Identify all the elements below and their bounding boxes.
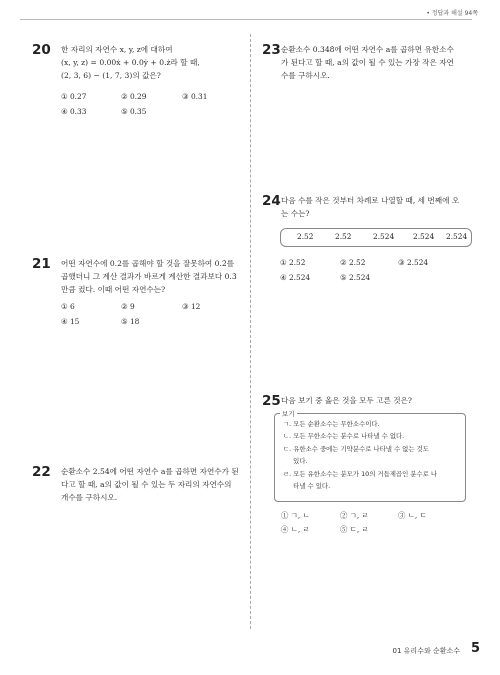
question-24-line: 는 수는? — [281, 209, 310, 218]
question-25-number: 25 — [262, 393, 281, 409]
answer-reference: • 정답과 해설 94쪽 — [426, 10, 478, 17]
question-23-line: 가 된다고 할 때, a의 값이 될 수 있는 가장 작은 자연 — [281, 58, 454, 67]
question-23-line: 수를 구하시오. — [281, 71, 330, 80]
q24-option-1[interactable]: ① 2.52̇ — [280, 258, 306, 267]
question-20-line: 한 자리의 자연수 x, y, z에 대하여 — [61, 45, 173, 54]
question-23-text — [281, 43, 454, 82]
q24-option-5[interactable]: ⑤ 2.5̇24̇ — [340, 273, 371, 282]
question-20-text — [61, 43, 200, 82]
q24-box-item: 2.524̇ — [373, 232, 395, 241]
question-21-line: 어떤 자연수에 0.2를 곱해야 할 것을 잘못하여 0.2̇를 — [61, 259, 235, 268]
q20-option-1[interactable]: ① 0.27 — [61, 92, 87, 101]
question-22-number: 22 — [32, 464, 51, 480]
question-23-line: 순환소수 0.34̇8̇에 어떤 자연수 a를 곱하면 유한소수 — [281, 45, 454, 54]
q24-box-item: 2.52̇ — [297, 232, 314, 241]
q21-option-4[interactable]: ④ 15 — [61, 317, 80, 326]
q24-option-3[interactable]: ③ 2.52̇4̇ — [398, 258, 429, 267]
question-20-line: (x, y, z) = 0.00ẋ + 0.0ẏ + 0.ż라 할 때, — [61, 58, 200, 67]
q25-bogi-line: 타낼 수 있다. — [283, 482, 331, 491]
q24-number-box — [280, 228, 472, 247]
question-24-text — [281, 194, 459, 220]
q21-option-5[interactable]: ⑤ 18 — [121, 317, 140, 326]
question-21-line: 곱했더니 그 계산 결과가 바르게 계산한 결과보다 0.3̇ — [61, 272, 237, 281]
q20-option-3[interactable]: ③ 0.31 — [182, 92, 208, 101]
q24-option-4[interactable]: ④ 2.524̇ — [280, 273, 311, 282]
q25-option-3[interactable]: ③ ㄴ, ㄷ — [398, 511, 427, 520]
q24-box-item: 2.5̇24̇ — [413, 232, 435, 241]
header-rule — [20, 19, 472, 20]
q24-box-item: 2.52̇4̇ — [446, 232, 468, 241]
question-25-line: 다음 보기 중 옳은 것을 모두 고른 것은? — [281, 396, 412, 405]
q25-option-1[interactable]: ① ㄱ, ㄴ — [281, 511, 310, 520]
question-23-number: 23 — [262, 42, 281, 58]
column-divider — [250, 34, 251, 629]
question-21-line: 만큼 컸다. 이때 어떤 자연수는? — [61, 285, 166, 294]
question-20-line: (2, 3, 6) − (1, 7, 3)의 값은? — [61, 71, 161, 80]
q25-bogi-line: 있다. — [283, 457, 308, 466]
question-22-text — [61, 465, 239, 504]
q21-option-3[interactable]: ③ 12 — [182, 302, 201, 311]
question-21-text — [61, 257, 237, 296]
q25-bogi-label: 보기 — [282, 410, 295, 418]
q20-option-2[interactable]: ② 0.29 — [121, 92, 147, 101]
q25-bogi-line: ㄹ. 모든 유한소수는 분모가 10의 거듭제곱인 분수로 나 — [283, 469, 438, 478]
question-21-number: 21 — [32, 256, 51, 272]
q24-box-item: 2.5̇2̇ — [335, 232, 352, 241]
question-22-line: 개수를 구하시오. — [61, 493, 118, 502]
q25-option-4[interactable]: ④ ㄴ, ㄹ — [281, 525, 310, 534]
question-24-line: 다음 수를 작은 것부터 차례로 나열할 때, 세 번째에 오 — [281, 196, 460, 205]
page-number: 5 — [470, 641, 480, 656]
footer-chapter: 01 유리수와 순환소수 — [392, 647, 460, 655]
q25-bogi-line: ㄷ. 유한소수 중에는 기약분수로 나타낼 수 없는 것도 — [283, 444, 429, 453]
q21-option-1[interactable]: ① 6 — [61, 302, 75, 311]
q20-option-5[interactable]: ⑤ 0.35 — [121, 107, 147, 116]
q20-option-4[interactable]: ④ 0.33 — [61, 107, 87, 116]
q25-bogi-line: ㄴ. 모든 무한소수는 분수로 나타낼 수 없다. — [283, 432, 405, 441]
q24-option-2[interactable]: ② 2.5̇2̇ — [340, 258, 366, 267]
question-24-number: 24 — [262, 193, 281, 209]
question-22-line: 다고 할 때, a의 값이 될 수 있는 두 자리의 자연수의 — [61, 480, 232, 489]
q21-option-2[interactable]: ② 9 — [121, 302, 135, 311]
q25-bogi-line: ㄱ. 모든 순환소수는 무한소수이다. — [283, 420, 380, 428]
q25-bogi-content — [283, 418, 437, 492]
question-22-line: 순환소수 2.5̇4̇에 어떤 자연수 a를 곱하면 자연수가 된 — [61, 467, 239, 476]
question-20-number: 20 — [32, 42, 51, 58]
question-25-text — [281, 394, 412, 407]
q25-option-2[interactable]: ② ㄱ, ㄹ — [340, 511, 369, 520]
q25-option-5[interactable]: ⑤ ㄷ, ㄹ — [340, 525, 369, 534]
